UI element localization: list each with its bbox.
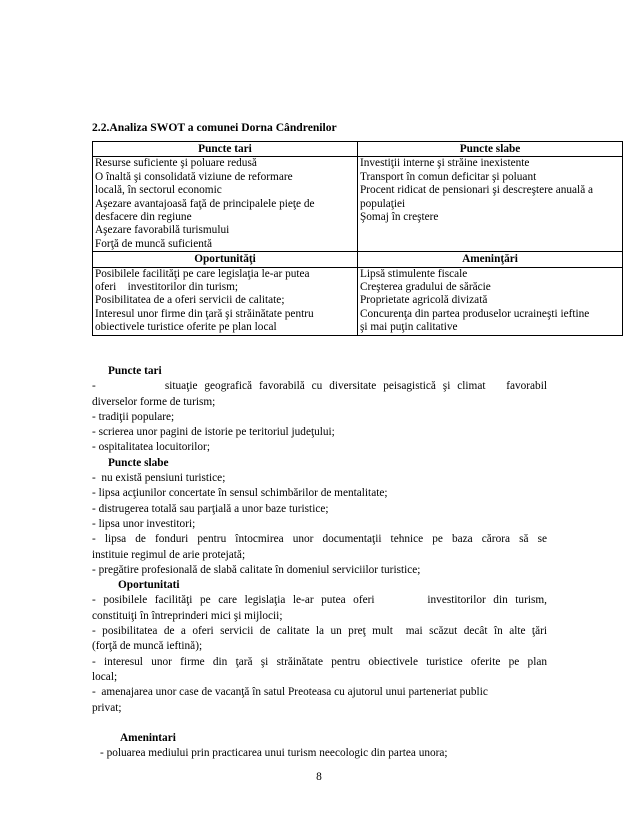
strength-item: Aşezare favorabilă turismului	[95, 224, 230, 237]
strength-item: O înaltă şi consolidată viziune de reformare	[95, 170, 293, 183]
threat-item: Lipsă stimulente fiscale	[360, 267, 468, 280]
weakness-item: Şomaj în creştere	[360, 211, 439, 224]
weaknesses-heading: Puncte slabe	[108, 456, 169, 469]
opportunities-header: Oportunităţi	[93, 252, 358, 267]
swot-header-row	[93, 252, 623, 267]
strength-item: Resurse suficiente şi poluare redusă	[95, 157, 257, 170]
opportunity-item: Interesul unor firme din ţară şi străinătate pentru	[95, 307, 314, 320]
strengths-header: Puncte tari	[93, 142, 358, 157]
weakness-line: instituie regimul de arie protejată;	[92, 548, 246, 561]
opportunity-line: local;	[92, 670, 118, 683]
opportunity-item: oferi investitorilor din turism;	[95, 281, 239, 294]
opportunity-line: constituiţi în întreprinderi mici şi mijlocii;	[92, 609, 283, 622]
weakness-line: - nu există pensiuni turistice;	[92, 472, 226, 485]
page-title: 2.2.Analiza SWOT a comunei Dorna Cândrenilor	[92, 121, 337, 134]
opportunity-item: Posibilitatea de a oferi servicii de calitate;	[95, 294, 285, 307]
strength-item: locală, în sectorul economic	[95, 184, 222, 197]
weakness-line: - lipsa unor investitori;	[92, 517, 196, 530]
weakness-line: - distrugerea totală sau parţială a unor baze turistice;	[92, 502, 329, 515]
swot-table	[92, 141, 623, 336]
threat-item: şi mai puţin calitative	[360, 321, 458, 334]
opportunity-line: - interesul unor firme din ţară şi străinătate pentru obiectivele turistice oferite pe plan	[92, 655, 547, 668]
swot-analysis-text	[92, 364, 547, 762]
strength-item: Forţă de muncă suficientă	[95, 237, 213, 250]
strength-line: - ospitalitatea locuitorilor;	[92, 441, 210, 454]
strength-line: - situaţie geografică favorabilă cu diversitate peisagistică şi climat favorabil	[92, 380, 547, 393]
page-number: 8	[316, 771, 322, 783]
threat-line: - poluarea mediului prin practicarea unui turism neecologic din partea unora;	[100, 747, 448, 760]
strength-line: - scrierea unor pagini de istorie pe teritoriul judeţului;	[92, 426, 335, 439]
opportunity-line: - amenajarea unor case de vacanţă în satul Preoteasa cu ajutorul unui parteneriat public	[92, 686, 488, 699]
threats-header: Ameninţări	[358, 252, 623, 267]
threat-item: Creşterea gradului de sărăcie	[360, 281, 491, 294]
swot-content-row	[93, 267, 623, 335]
weakness-item: populaţiei	[360, 197, 406, 210]
strengths-cell	[93, 157, 358, 252]
weakness-line: - lipsa de fonduri pentru întocmirea unor documentaţii tehnice pe baza cărora să se	[92, 533, 547, 546]
strength-line: - tradiţii populare;	[92, 410, 175, 423]
opportunity-line: - posibilele facilităţi pe care legislaţia le-ar putea oferi investitorilor din turism,	[92, 594, 547, 607]
opportunity-line: (forţă de muncă ieftină);	[92, 640, 203, 653]
strength-item: desfacere din regiune	[95, 211, 192, 224]
strengths-heading: Puncte tari	[108, 365, 162, 377]
weakness-item: Transport în comun deficitar şi poluant	[360, 170, 537, 183]
opportunity-line: - posibilitatea de a oferi servicii de calitate la un preţ mult mai scăzut decât în alte ţări	[92, 625, 547, 638]
swot-header-row	[93, 142, 623, 157]
weakness-item: Investiţii interne şi străine inexistente	[360, 157, 530, 170]
threats-cell	[358, 267, 623, 335]
opportunity-item: obiectivele turistice oferite pe plan local	[95, 321, 277, 334]
weakness-item: Procent ridicat de pensionari şi descreştere anuală a	[360, 184, 594, 197]
threat-item: Concurenţa din partea produselor ucraineşti ieftine	[360, 307, 590, 320]
weakness-line: - lipsa acţiunilor concertate în sensul schimbărilor de mentalitate;	[92, 487, 388, 500]
weaknesses-cell	[358, 157, 623, 252]
opportunities-heading: Oportunitati	[118, 579, 180, 592]
swot-content-row	[93, 157, 623, 252]
weaknesses-header: Puncte slabe	[358, 142, 623, 157]
threat-item: Proprietate agricolă divizată	[360, 294, 488, 307]
strength-item: Aşezare avantajoasă faţă de principalele pieţe de	[95, 197, 315, 210]
spacer	[92, 716, 547, 731]
threats-heading: Amenintari	[120, 732, 176, 745]
strength-line: diverselor forme de turism;	[92, 395, 216, 408]
opportunity-item: Posibilele facilităţi pe care legislaţia le-ar putea	[95, 267, 310, 280]
opportunities-cell	[93, 267, 358, 335]
opportunity-line: privat;	[92, 701, 122, 714]
weakness-line: - pregătire profesională de slabă calitate în domeniul serviciilor turistice;	[92, 563, 421, 576]
